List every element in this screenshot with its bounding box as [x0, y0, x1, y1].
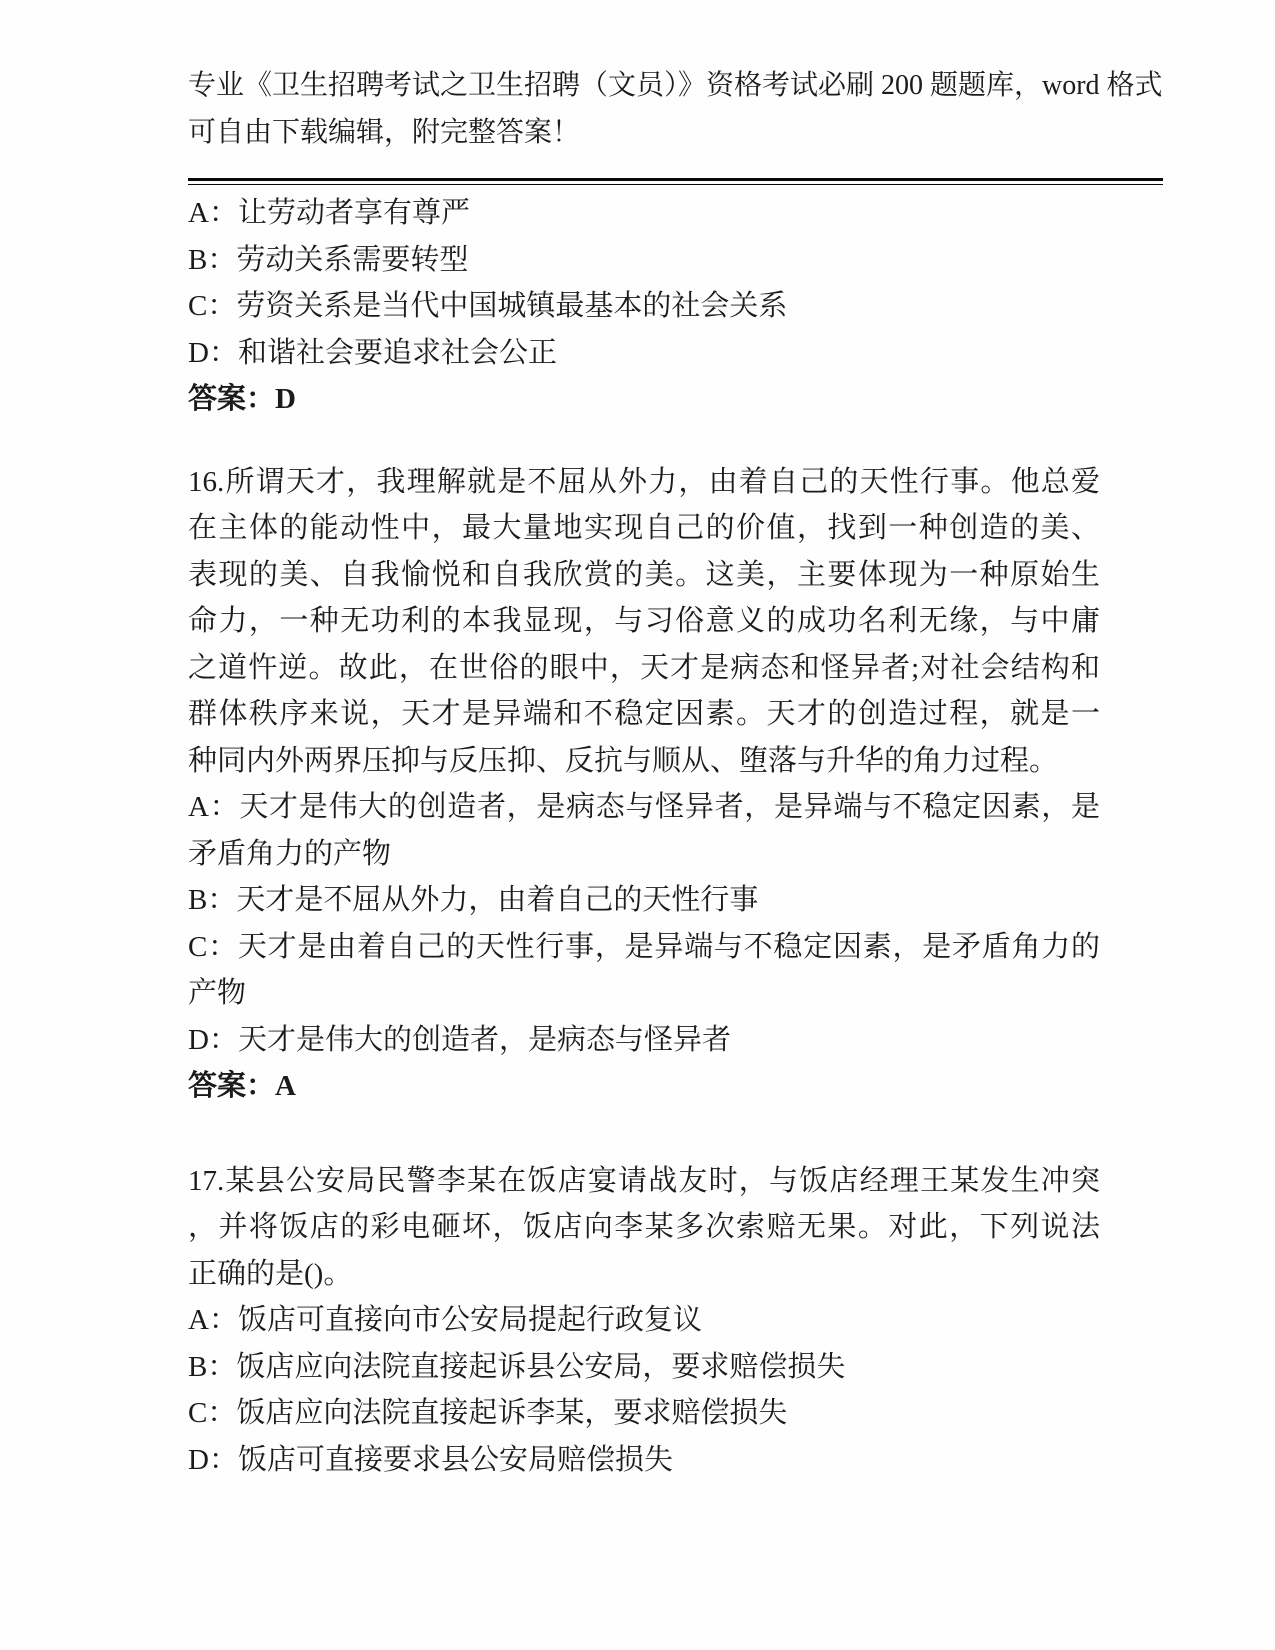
text-line: D：和谐社会要追求社会公正	[188, 336, 557, 369]
text-line: ，并将饭店的彩电砸坏，饭店向李某多次索赔无果。对此，下列说法	[188, 1211, 1100, 1243]
text-line: 在主体的能动性中，最大量地实现自己的价值，找到一种创造的美、	[188, 512, 1100, 544]
text-line: 产物	[188, 977, 247, 1009]
text-line: C：天才是由着自己的天性行事，是异端与不稳定因素，是矛盾角力的	[188, 930, 1100, 963]
text-line: B：饭店应向法院直接起诉县公安局，要求赔偿损失	[188, 1350, 846, 1383]
text-line: 种同内外两界压抑与反压抑、反抗与顺从、堕落与升华的角力过程。	[188, 744, 1059, 777]
text-line: 矛盾角力的产物	[188, 837, 392, 870]
text-line: A：天才是伟大的创造者，是病态与怪异者，是异端与不稳定因素，是	[188, 791, 1100, 823]
text-line: 表现的美、自我愉悦和自我欣赏的美。这美，主要体现为一种原始生	[188, 558, 1100, 591]
text-line: 群体秩序来说，天才是异端和不稳定因素。天才的创造过程，就是一	[188, 698, 1100, 730]
document-body	[188, 190, 1100, 1483]
text-line: 正确的是()。	[188, 1257, 353, 1290]
text-line: D：饭店可直接要求县公安局赔偿损失	[188, 1443, 673, 1476]
question-17	[188, 1158, 1100, 1484]
answer-line: 答案：D	[188, 383, 296, 415]
text-line: A：让劳动者享有尊严	[188, 197, 470, 229]
text-line: 16.所谓天才，我理解就是不屈从外力，由着自己的天性行事。他总爱	[188, 465, 1100, 498]
header-divider	[188, 178, 1163, 185]
text-line: B：劳动关系需要转型	[188, 243, 469, 276]
text-line: 命力，一种无功利的本我显现，与习俗意义的成功名利无缘，与中庸	[188, 605, 1100, 637]
text-line: C：饭店应向法院直接起诉李某，要求赔偿损失	[188, 1397, 788, 1429]
text-line: A：饭店可直接向市公安局提起行政复议	[188, 1304, 702, 1336]
text-line: B：天才是不屈从外力，由着自己的天性行事	[188, 884, 759, 916]
text-line: 17.某县公安局民警李某在饭店宴请战友时，与饭店经理王某发生冲突	[188, 1164, 1100, 1197]
page-header	[188, 62, 1163, 156]
header-notice-line-1: 专业《卫生招聘考试之卫生招聘（文员）》资格考试必刷 200 题题库，word 格式	[188, 70, 1163, 101]
text-line: C：劳资关系是当代中国城镇最基本的社会关系	[188, 290, 788, 322]
question-15-options-and-answer	[188, 190, 1100, 423]
text-line: D：天才是伟大的创造者，是病态与怪异者	[188, 1023, 731, 1056]
answer-line: 答案：A	[188, 1070, 296, 1102]
text-line: 之道忤逆。故此，在世俗的眼中，天才是病态和怪异者;对社会结构和	[188, 651, 1100, 684]
header-notice-line-2: 可自由下载编辑，附完整答案！	[188, 117, 581, 148]
question-16	[188, 459, 1100, 1110]
